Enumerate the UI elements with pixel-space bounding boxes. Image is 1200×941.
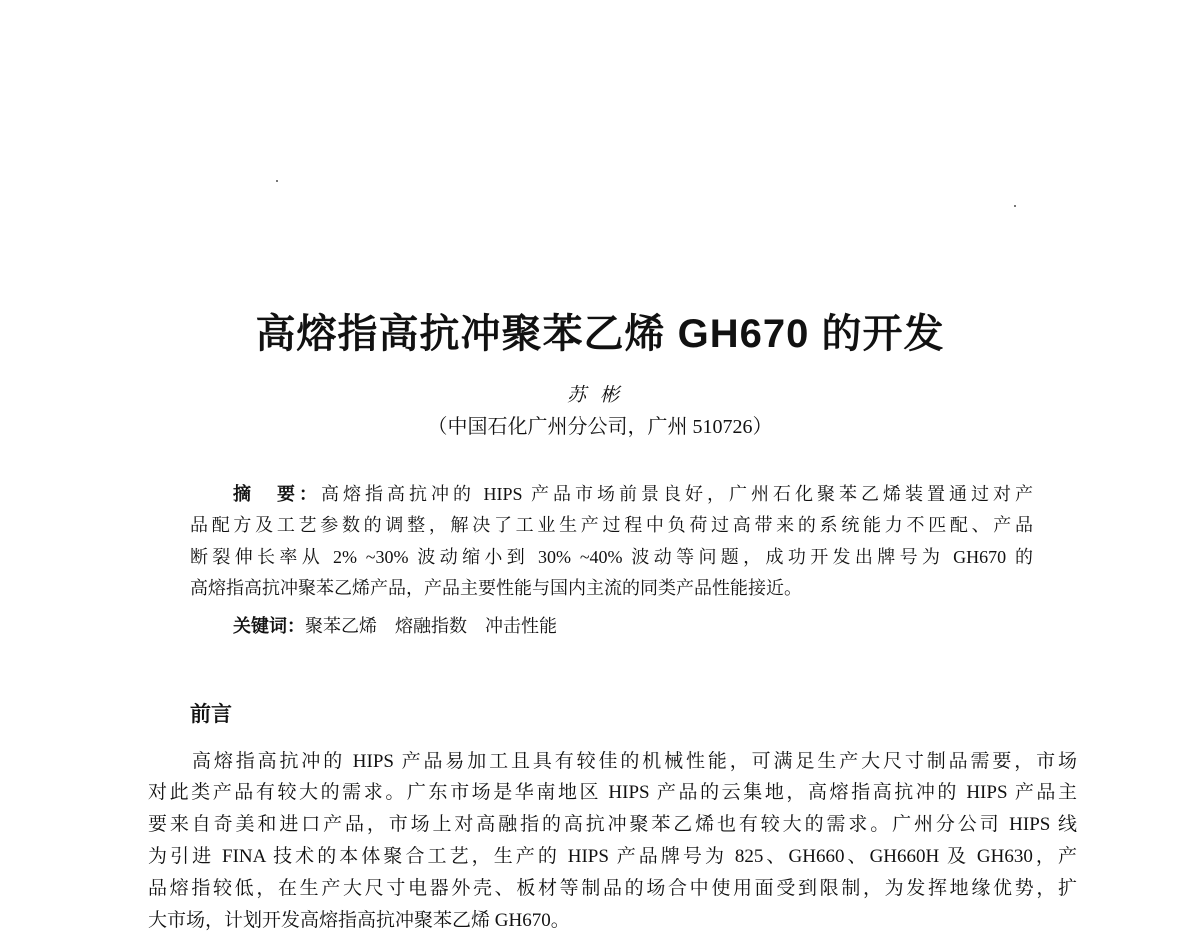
- keywords: [233, 614, 557, 638]
- body-line: 为引进 FINA 技术的本体聚合工艺，生产的 HIPS 产品牌号为 825、GH660、GH660H 及 GH630，产: [148, 846, 1077, 867]
- body-line: 对此类产品有较大的需求。广东市场是华南地区 HIPS 产品的云集地，高熔指高抗冲的 HIPS 产品主: [148, 782, 1077, 803]
- body-line: 大市场，计划开发高熔指高抗冲聚苯乙烯 GH670。: [148, 910, 570, 931]
- body-line: 要来自奇美和进口产品，市场上对高融指的高抗冲聚苯乙烯也有较大的需求。广州分公司 HIPS 线: [148, 814, 1077, 835]
- page-title: 高熔指高抗冲聚苯乙烯 GH670 的开发: [255, 312, 945, 356]
- abstract-line: [233, 482, 1033, 506]
- keywords-label: 关键词：: [233, 616, 305, 636]
- section-heading: 前言: [190, 703, 232, 726]
- author: 苏彬: [566, 385, 633, 406]
- abstract-line: 高熔指高抗冲聚苯乙烯产品，产品主要性能与国内主流的同类产品性能接近。: [190, 578, 802, 598]
- abstract-line: 断裂伸长率从 2% ~30% 波动缩小到 30% ~40% 波动等问题，成功开发出牌号为 GH670 的: [190, 547, 1033, 567]
- keywords-value: 聚苯乙烯 熔融指数 冲击性能: [305, 616, 557, 636]
- body-line: 品熔指较低，在生产大尺寸电器外壳、板材等制品的场合中使用面受到限制，为发挥地缘优势，扩: [148, 878, 1077, 899]
- scan-speck: [1014, 205, 1016, 207]
- abstract-line: 品配方及工艺参数的调整，解决了工业生产过程中负荷过高带来的系统能力不匹配、产品: [190, 515, 1033, 535]
- abstract-label: 摘 要：: [233, 484, 321, 504]
- abstract-text: 高熔指高抗冲的 HIPS 产品市场前景良好，广州石化聚苯乙烯装置通过对产: [321, 484, 1033, 504]
- affiliation: （中国石化广州分公司，广州 510726）: [427, 416, 773, 438]
- scan-speck: [276, 180, 278, 182]
- body-line: 高熔指高抗冲的 HIPS 产品易加工且具有较佳的机械性能，可满足生产大尺寸制品需要，市场: [192, 751, 1077, 772]
